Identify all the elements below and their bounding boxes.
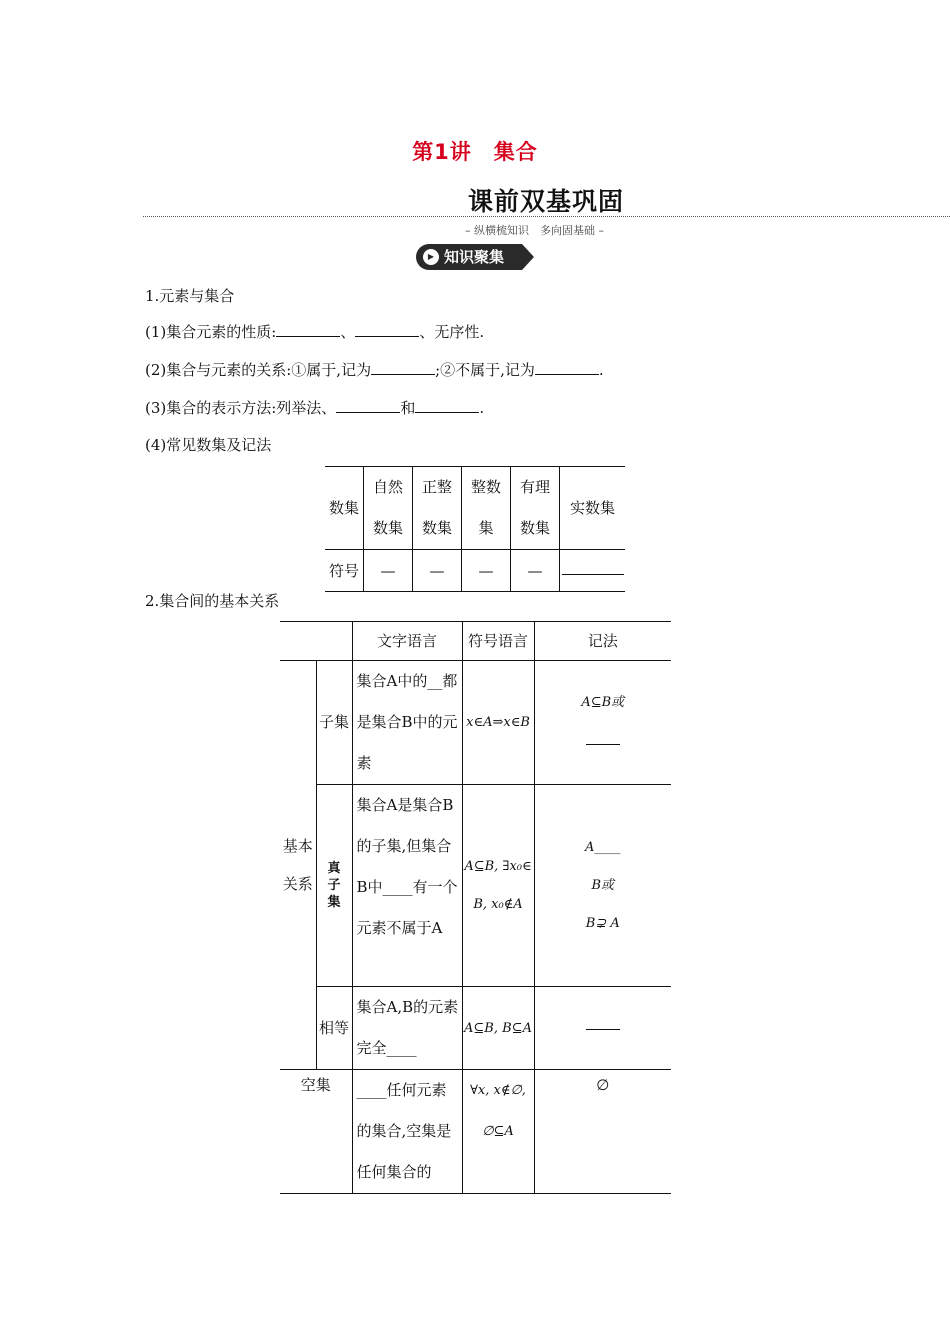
label-equal: 相等	[316, 987, 352, 1070]
subset-notation	[534, 661, 671, 785]
group-label-text: 基本关系	[282, 837, 313, 893]
blank	[336, 398, 400, 413]
empty-notation: ∅	[534, 1070, 671, 1194]
header-notation: 记法	[534, 622, 671, 661]
row-header-symbols: 符号	[325, 550, 364, 592]
symbol-cell	[560, 550, 626, 592]
section-heading: 课前双基巩固	[468, 187, 625, 216]
item-3-suffix: .	[479, 399, 485, 417]
item-2-text: (2)集合与元素的关系:①属于,记为	[145, 361, 372, 379]
item-2-mid: ;②不属于,记为	[435, 361, 535, 379]
label-proper-subset	[316, 785, 352, 987]
equal-symbol: A⊆B, B⊆A	[462, 987, 534, 1070]
table-row	[280, 622, 671, 661]
item-2	[145, 359, 604, 380]
table-row	[280, 661, 671, 785]
proper-subset-notation	[534, 785, 671, 987]
cell-text: 整数	[470, 478, 501, 496]
item-1	[145, 321, 484, 342]
item-1-suffix: 、无序性.	[419, 323, 485, 341]
table-row	[280, 987, 671, 1070]
col-rational	[511, 467, 560, 550]
notation-text: A____	[585, 839, 621, 855]
equal-text: 集合A,B的元素完全____	[352, 987, 462, 1070]
blank	[276, 322, 340, 337]
blank	[586, 743, 620, 745]
symbol-cell: —	[462, 550, 511, 592]
blank	[535, 360, 599, 375]
row-header-sets: 数集	[325, 467, 364, 550]
blank	[562, 560, 624, 575]
play-icon: ▶	[423, 249, 439, 265]
dotted-divider	[143, 216, 950, 217]
table-row	[325, 550, 625, 592]
item-4: (4)常见数集及记法	[145, 436, 272, 454]
symbol-cell: —	[364, 550, 413, 592]
notation-text: A⊆B或	[581, 694, 625, 710]
empty-text: ____任何元素的集合,空集是任何集合的	[352, 1070, 462, 1194]
section1-title: 1.元素与集合	[145, 287, 235, 305]
knowledge-badge	[416, 244, 522, 270]
notation-text: B⊋ A	[585, 915, 620, 931]
item-3	[145, 397, 484, 418]
cell-text: 自然	[372, 478, 403, 496]
label-subset: 子集	[316, 661, 352, 785]
notation-blank	[535, 723, 672, 764]
proper-subset-label: 真子集	[327, 861, 341, 910]
item-1-text: (1)集合元素的性质:	[145, 323, 277, 341]
subheading: – 纵横梳知识 多向固基础 –	[465, 224, 604, 237]
cell-text: 数集	[421, 519, 452, 537]
item-3-text: (3)集合的表示方法:列举法、	[145, 399, 337, 417]
group-label	[280, 661, 316, 1070]
header-text-language: 文字语言	[352, 622, 462, 661]
subset-symbol: x∈A⇒x∈B	[462, 661, 534, 785]
subset-text: 集合A中的__都是集合B中的元素	[352, 661, 462, 785]
col-real: 实数集	[560, 467, 626, 550]
blank	[371, 360, 435, 375]
blank	[355, 322, 419, 337]
cell-text: 数集	[372, 519, 403, 537]
header-symbol-language: 符号语言	[462, 622, 534, 661]
table-row	[280, 785, 671, 987]
col-integer	[462, 467, 511, 550]
symbol-cell: —	[413, 550, 462, 592]
blank	[415, 398, 479, 413]
empty-symbol: ∀x, x∉∅, ∅⊆A	[462, 1070, 534, 1194]
blank	[586, 1028, 620, 1030]
chapter-title: 第1讲 集合	[412, 140, 538, 164]
badge-label: 知识聚集	[444, 248, 505, 266]
symbol-cell: —	[511, 550, 560, 592]
section2-title: 2.集合间的基本关系	[145, 592, 280, 610]
col-positive-integer	[413, 467, 462, 550]
col-natural	[364, 467, 413, 550]
cell-text: 数集	[519, 519, 550, 537]
cell-text: 正整	[421, 478, 452, 496]
notation-text: B或	[591, 877, 615, 893]
relations-table	[280, 621, 671, 1194]
item-1-sep: 、	[340, 323, 356, 341]
label-empty-set: 空集	[280, 1070, 352, 1194]
table-row	[280, 1070, 671, 1194]
proper-subset-symbol: A⊆B, ∃x₀∈B, x₀∉A	[462, 785, 534, 987]
cell-text: 有理	[519, 478, 550, 496]
proper-subset-text: 集合A是集合B的子集,但集合B中____有一个元素不属于A	[352, 785, 462, 987]
table-row	[325, 467, 625, 550]
equal-notation	[534, 987, 671, 1070]
header-empty	[280, 622, 352, 661]
number-sets-table	[325, 466, 625, 592]
item-2-suffix: .	[598, 361, 604, 379]
cell-text: 集	[478, 519, 494, 537]
item-3-mid: 和	[400, 399, 416, 417]
